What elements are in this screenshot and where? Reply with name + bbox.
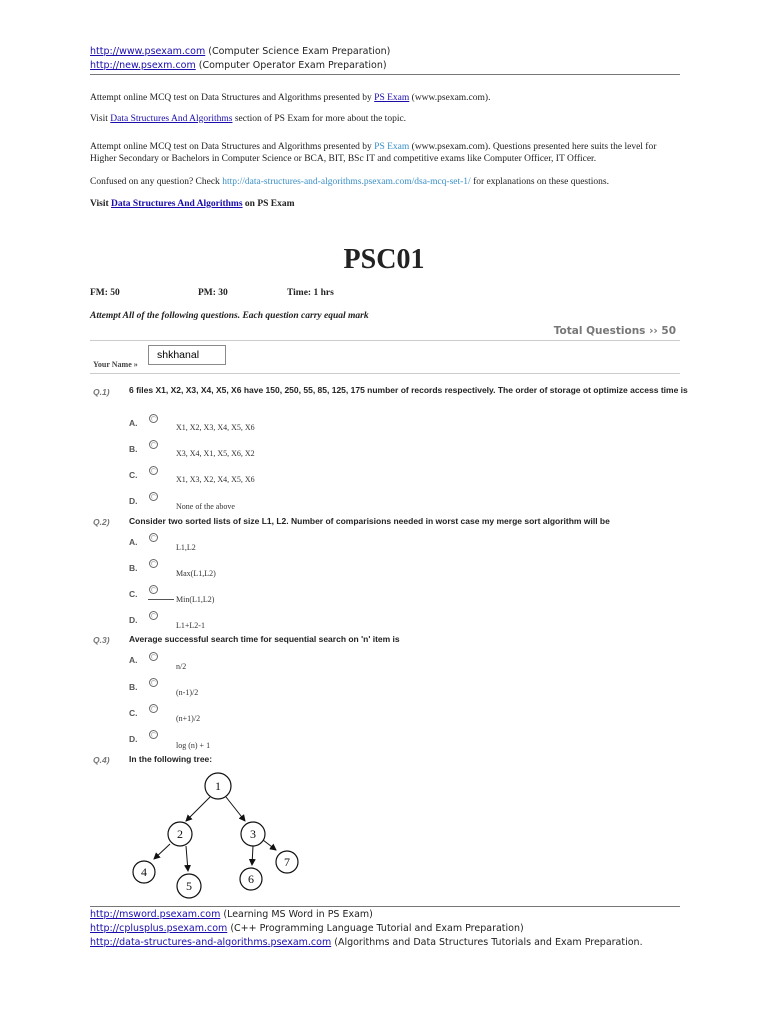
psexam-link-desc: (Computer Science Exam Preparation) [208,46,391,57]
option-radio[interactable] [149,704,158,713]
intro-paragraph-5: Visit Data Structures And Algorithms on PS Exam [90,199,295,209]
time-limit: Time: 1 hrs [287,288,334,298]
option-radio[interactable] [149,533,158,542]
option-radio[interactable] [149,652,158,661]
option-radio[interactable] [149,585,158,594]
option-text: Max(L1,L2) [176,569,216,578]
header-line-2 [90,59,387,72]
exam-title: PSC01 [343,244,425,275]
your-name-input[interactable]: shkhanal [148,345,226,365]
dsa-mcq-link[interactable]: http://data-structures-and-algorithms.psexam.com/dsa-mcq-set-1/ [222,177,471,187]
question-text: 6 files X1, X2, X3, X4, X5, X6 have 150, 250, 55, 85, 125, 175 number of records respectively. The order of storage ot optimize access time is [129,385,688,395]
option-radio[interactable] [149,730,158,739]
option-label: D. [129,734,138,744]
question-number: Q.4) [93,755,110,765]
option-label: C. [129,470,138,480]
option-text: X3, X4, X1, X5, X6, X2 [176,449,255,458]
tree-node-label: 7 [284,855,290,869]
option-text: X1, X2, X3, X4, X5, X6 [176,423,255,432]
tree-edge [154,844,170,859]
dsa-link-2[interactable]: Data Structures And Algorithms [111,199,243,209]
option-text: n/2 [176,662,187,671]
option-text: log (n) + 1 [176,741,211,750]
intro-paragraph-1: Attempt online MCQ test on Data Structures and Algorithms presented by PS Exam (www.psexam.com). [90,93,491,103]
option-label: D. [129,615,138,625]
dsa-link[interactable]: Data Structures And Algorithms [110,114,233,124]
tree-node-label: 3 [250,827,256,841]
intro-paragraph-3: Attempt online MCQ test on Data Structures and Algorithms presented by PS Exam (www.psexam.com). Questions presented here suits the level for Higher Secondary or Bachelors in Computer Science or BCA, BIT, BSc IT and competitive exams like Computer Officer, IT Officer. [90,142,657,164]
option-text: X1, X3, X2, X4, X5, X6 [176,475,255,484]
question-number: Q.2) [93,517,110,527]
dsa-site-link[interactable]: http://data-structures-and-algorithms.psexam.com [90,937,332,948]
option-text: L1,L2 [176,543,196,552]
psexm-link-desc: (Computer Operator Exam Preparation) [198,60,387,71]
question-text: Average successful search time for sequential search on 'n' item is [129,634,400,644]
tree-node-label: 4 [141,865,147,879]
footer-line-2: http://cplusplus.psexam.com (C++ Programming Language Tutorial and Exam Preparation) [90,923,524,934]
option-radio[interactable] [149,440,158,449]
your-name-label: Your Name » [93,360,138,369]
option-radio[interactable] [149,611,158,620]
instruction-text: Attempt All of the following questions. Each question carry equal mark [90,311,369,321]
option-radio[interactable] [149,678,158,687]
total-questions: Total Questions ›› 50 [553,325,676,337]
option-label: C. [129,708,138,718]
intro-paragraph-4: Confused on any question? Check http://data-structures-and-algorithms.psexam.com/dsa-mcq-set-1/ for explanations on these questions. [90,177,609,187]
question-text: In the following tree: [129,754,213,764]
psexam-link[interactable]: http://www.psexam.com [90,46,206,57]
option-radio[interactable] [149,414,158,423]
tree-node-label: 1 [215,779,221,793]
msword-link[interactable]: http://msword.psexam.com [90,909,221,920]
option-text: (n-1)/2 [176,688,199,697]
full-marks: FM: 50 [90,288,120,298]
option-label: A. [129,655,138,665]
option-label: A. [129,418,138,428]
option-radio[interactable] [149,466,158,475]
header-divider [90,74,680,75]
footer-line-1: http://msword.psexam.com (Learning MS Word in PS Exam) [90,909,373,920]
tree-edge [186,846,188,871]
header-line-1 [90,45,390,58]
tree-edge [263,840,276,850]
tree-node-label: 6 [248,872,254,886]
option-underline [148,599,174,600]
option-label: B. [129,444,138,454]
footer-divider [90,906,680,907]
cplusplus-link[interactable]: http://cplusplus.psexam.com [90,923,228,934]
option-label: C. [129,589,138,599]
tree-edge [252,846,253,865]
option-label: D. [129,496,138,506]
question-number: Q.3) [93,635,110,645]
tree-node-label: 5 [186,879,192,893]
tree-edge [226,797,245,821]
ps-exam-text-link[interactable]: PS Exam [374,142,410,152]
option-text: Min(L1,L2) [176,595,215,604]
option-radio[interactable] [149,559,158,568]
option-label: A. [129,537,138,547]
option-text: L1+L2-1 [176,621,205,630]
tree-node-label: 2 [177,827,183,841]
psexm-link[interactable]: http://new.psexm.com [90,60,196,71]
question-text: Consider two sorted lists of size L1, L2. Number of comparisions needed in worst case my merge sort algorithm will be [129,516,610,526]
ps-exam-link[interactable]: PS Exam [374,93,410,103]
intro-paragraph-2: Visit Data Structures And Algorithms section of PS Exam for more about the topic. [90,114,407,124]
binary-tree-diagram [130,768,302,904]
footer-line-3: http://data-structures-and-algorithms.psexam.com (Algorithms and Data Structures Tutorials and Exam Preparation. [90,937,643,948]
option-label: B. [129,682,138,692]
tree-edge [186,797,210,821]
top-divider [90,340,680,341]
option-text: (n+1)/2 [176,714,201,723]
option-label: B. [129,563,138,573]
pass-marks: PM: 30 [198,288,228,298]
question-number: Q.1) [93,387,110,397]
name-divider [90,373,680,374]
option-radio[interactable] [149,492,158,501]
option-text: None of the above [176,502,235,511]
